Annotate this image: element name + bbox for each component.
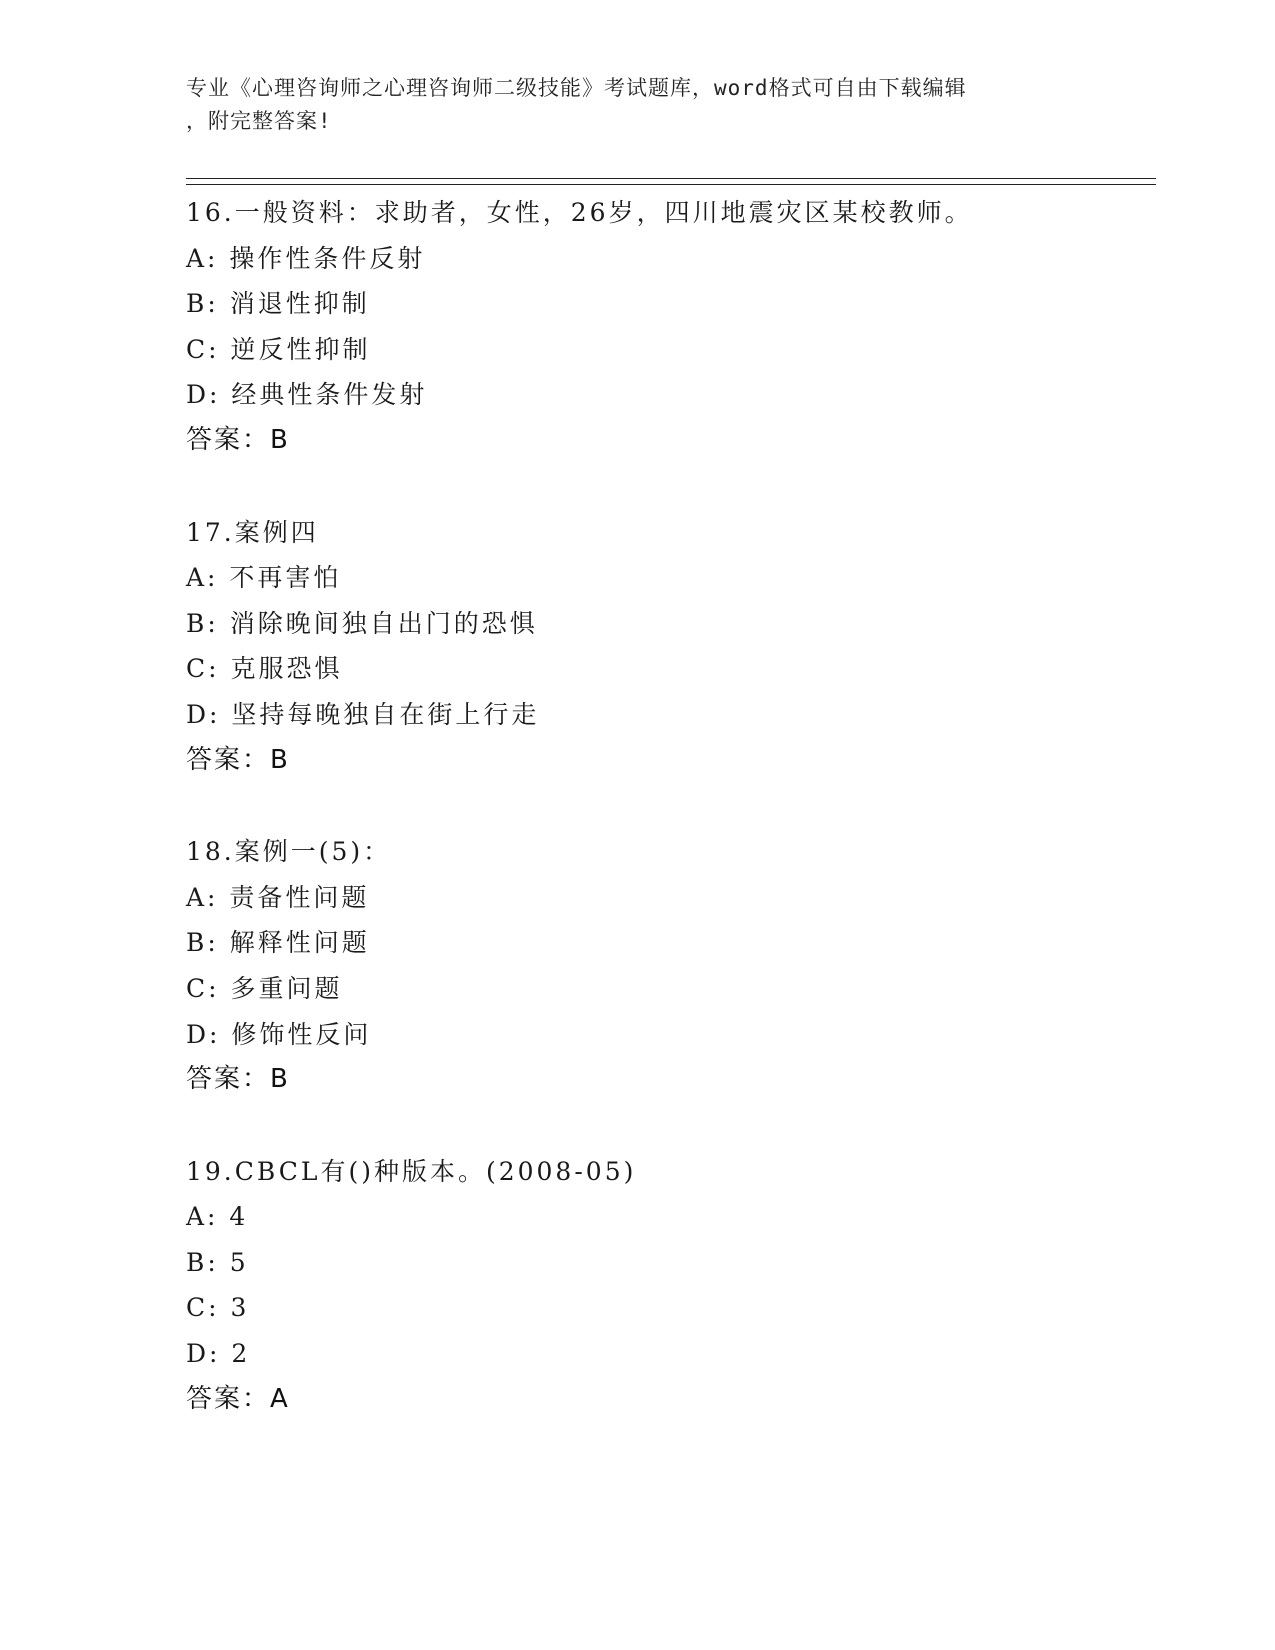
option-c: C: 多重问题 bbox=[186, 973, 343, 1003]
option-c: C: 逆反性抑制 bbox=[186, 334, 371, 364]
option-c: C: 3 bbox=[186, 1293, 250, 1323]
option-a: A: 不再害怕 bbox=[186, 563, 342, 593]
question-stem: 17.案例四 bbox=[186, 517, 319, 547]
question-stem: 19.CBCL有()种版本。(2008-05) bbox=[186, 1156, 637, 1186]
option-d: D: 修饰性反问 bbox=[186, 1019, 372, 1049]
option-a: A: 操作性条件反射 bbox=[186, 243, 426, 273]
question-stem: 18.案例一(5)： bbox=[186, 837, 392, 867]
question-18 bbox=[186, 829, 1156, 1103]
question-19 bbox=[186, 1149, 1156, 1423]
question-stem: 16.一般资料：求助者，女性，26岁，四川地震灾区某校教师。 bbox=[186, 198, 973, 227]
option-d: D: 2 bbox=[186, 1339, 251, 1369]
answer-line: 答案：B bbox=[186, 424, 290, 455]
answer-line: 答案：B bbox=[186, 1064, 290, 1095]
header-divider-bottom bbox=[186, 184, 1156, 185]
header-divider-top bbox=[186, 178, 1156, 179]
option-b: B: 消退性抑制 bbox=[186, 289, 370, 319]
question-17 bbox=[186, 510, 1156, 784]
option-c: C: 克服恐惧 bbox=[186, 654, 343, 684]
option-b: B: 5 bbox=[186, 1247, 249, 1277]
answer-line: 答案：B bbox=[186, 744, 290, 775]
header-line-1: 专业《心理咨询师之心理咨询师二级技能》考试题库，word格式可自由下载编辑 bbox=[186, 76, 967, 100]
option-a: A: 4 bbox=[186, 1202, 249, 1232]
document-header bbox=[186, 72, 1086, 138]
header-line-2: ，附完整答案! bbox=[186, 109, 332, 133]
question-16 bbox=[186, 190, 1156, 464]
option-b: B: 解释性问题 bbox=[186, 928, 370, 958]
answer-line: 答案：A bbox=[186, 1383, 290, 1414]
option-b: B: 消除晚间独自出门的恐惧 bbox=[186, 608, 538, 638]
option-a: A: 责备性问题 bbox=[186, 882, 370, 912]
option-d: D: 坚持每晚独自在街上行走 bbox=[186, 699, 540, 729]
option-d: D: 经典性条件发射 bbox=[186, 380, 428, 410]
question-list bbox=[186, 190, 1156, 1468]
